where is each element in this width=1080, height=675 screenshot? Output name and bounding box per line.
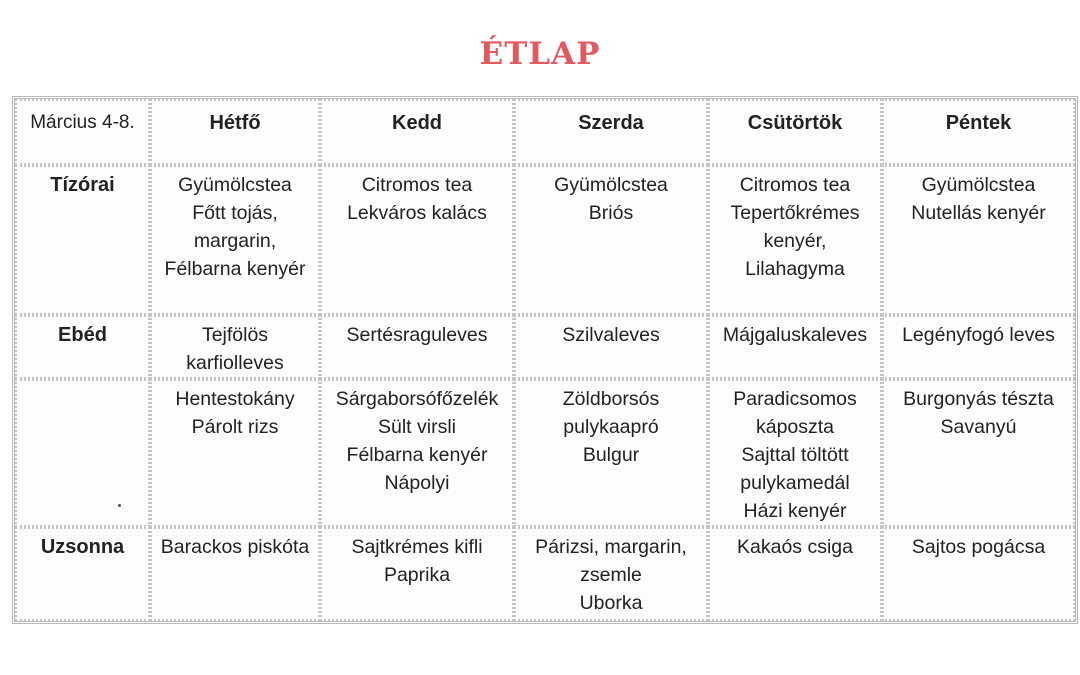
day-header-wednesday: Szerda (514, 99, 708, 165)
page-title: ÉTLAP (479, 36, 601, 72)
dish-line: Sajtkrémes kifli (351, 536, 483, 558)
dish-line: Gyümölcstea (178, 174, 292, 196)
menu-cell-friday (882, 527, 1075, 621)
dish-line: Gyümölcstea (554, 174, 668, 196)
date-range-label: Március 4-8. (15, 99, 150, 165)
menu-cell-monday (150, 379, 320, 527)
dish-line: Főtt tojás, (192, 202, 278, 224)
dish-line: pulykaapró (563, 416, 659, 438)
dish-line: zsemle (580, 564, 642, 586)
dish-line: Barackos piskóta (160, 536, 310, 558)
menu-cell-thursday (708, 165, 882, 315)
dish-line: Párolt rizs (191, 416, 279, 438)
row-uzsonna (15, 527, 1075, 621)
dish-line: Citromos tea (739, 174, 851, 196)
meal-label: Uzsonna (15, 527, 150, 621)
menu-cell-tuesday (320, 165, 514, 315)
dish-line: karfiolleves (186, 352, 284, 374)
menu-cell-monday (150, 165, 320, 315)
row-tizorai (15, 165, 1075, 315)
menu-cell-monday (150, 527, 320, 621)
dish-line: Lilahagyma (745, 258, 845, 280)
day-header-friday: Péntek (882, 99, 1075, 165)
dish-line: Bulgur (582, 444, 640, 466)
dish-line: Legényfogó leves (902, 324, 1055, 346)
dish-line: Lekváros kalács (347, 202, 487, 224)
dish-line: Nutellás kenyér (911, 202, 1046, 224)
row-ebed-main (15, 379, 1075, 527)
dish-line: Uborka (579, 592, 643, 614)
dish-line: Paprika (383, 564, 451, 586)
menu-cell-tuesday (320, 315, 514, 379)
dish-line: Tejfölös (201, 324, 269, 346)
header-row (15, 99, 1075, 165)
menu-cell-friday (882, 165, 1075, 315)
menu-cell-wednesday (514, 165, 708, 315)
dish-line: Burgonyás tészta (903, 388, 1054, 410)
menu-cell-tuesday (320, 527, 514, 621)
meal-label (15, 379, 150, 527)
dish-line: Félbarna kenyér (164, 258, 306, 280)
dish-line: káposzta (755, 416, 835, 438)
dish-line: Sajttal töltött (741, 444, 849, 466)
dish-line: margarin, (193, 230, 277, 252)
dish-line: Párizsi, margarin, (535, 536, 687, 558)
day-header-monday: Hétfő (150, 99, 320, 165)
dish-line: Házi kenyér (743, 500, 847, 522)
scan-speck (118, 504, 121, 507)
dish-line: Félbarna kenyér (346, 444, 488, 466)
menu-body (15, 165, 1075, 621)
menu-cell-monday (150, 315, 320, 379)
dish-line: Zöldborsós (562, 388, 660, 410)
menu-cell-tuesday (320, 379, 514, 527)
dish-line: Citromos tea (361, 174, 473, 196)
dish-line: Szilvaleves (562, 324, 660, 346)
dish-line: Paradicsomos (733, 388, 857, 410)
dish-line: pulykamedál (740, 472, 850, 494)
row-ebed-soup (15, 315, 1075, 379)
dish-line: Kakaós csiga (737, 536, 853, 558)
dish-line: kenyér, (763, 230, 827, 252)
menu-cell-thursday (708, 315, 882, 379)
menu-cell-thursday (708, 379, 882, 527)
dish-line: Briós (588, 202, 634, 224)
dish-line: Nápolyi (384, 472, 450, 494)
day-header-thursday: Csütörtök (708, 99, 882, 165)
dish-line: Hentestokány (175, 388, 295, 410)
menu-cell-wednesday (514, 379, 708, 527)
dish-line: Tepertőkrémes (730, 202, 860, 224)
menu-cell-wednesday (514, 315, 708, 379)
dish-line: Sárgaborsófőzelék (335, 388, 499, 410)
dish-line: Májgaluskaleves (722, 324, 868, 346)
dish-line: Sült virsli (377, 416, 456, 438)
dish-line: Gyümölcstea (921, 174, 1036, 196)
menu-cell-wednesday (514, 527, 708, 621)
menu-cell-friday (882, 379, 1075, 527)
meal-label: Tízórai (15, 165, 150, 315)
dish-line: Sertésraguleves (346, 324, 488, 346)
menu-table (12, 96, 1078, 624)
dish-line: Savanyú (940, 416, 1017, 438)
dish-line: Sajtos pogácsa (911, 536, 1046, 558)
menu-cell-friday (882, 315, 1075, 379)
meal-label: Ebéd (15, 315, 150, 379)
menu-cell-thursday (708, 527, 882, 621)
day-header-tuesday: Kedd (320, 99, 514, 165)
